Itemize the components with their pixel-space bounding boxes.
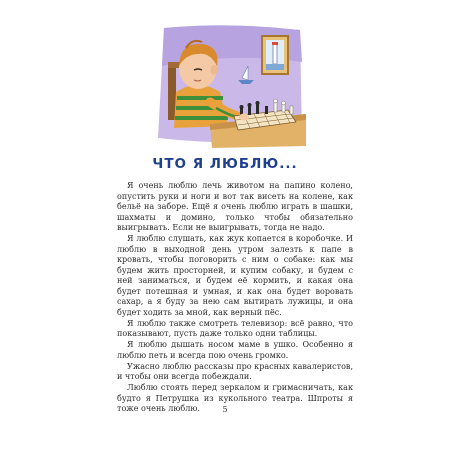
paragraph: Я очень люблю лечь животом на папино колено, опустить руки и ноги и вот так висеть на колене, как бельё на заборе. Ещё я очень люблю играть в шашки, шахматы и домино, только чтобы обязательно выигрывать. Если не выигрывать, тогда не надо.: [117, 181, 353, 232]
paragraph: Я люблю слушать, как жук копается в коробочке. И люблю в выходной день утром залезть к папе в кровать, чтобы поговорить с ним о собаке: как мы будем жить просторней, и купим собаку, и будем с ней заниматься, и будем её кормить, и какая она будет потешная и умная, и как она будет воровать сахар, а я буду за нею сам вытирать лужицы, и она будет ходить за мной, как верный пёс.: [117, 234, 353, 317]
paragraph: Люблю стоять перед зеркалом и гримасничать, как будто я Петрушка из кукольного театра. Шпроты я тоже очень люблю.: [117, 383, 353, 413]
paragraph: Я люблю дышать носом маме в ушко. Особенно я люблю петь и всегда пою очень громко.: [117, 340, 353, 360]
chapter-body: [117, 181, 353, 415]
boy-playing-chess-illustration: [150, 22, 308, 150]
chapter-title: ЧТО Я ЛЮБЛЮ...: [152, 156, 298, 172]
paragraph: Ужасно люблю рассказы про красных кавалеристов, и чтобы они всегда побеждали.: [117, 361, 353, 381]
page-number: 5: [222, 405, 228, 414]
paragraph: Я люблю также смотреть телевизор: всё равно, что показывают, пусть даже только одни таблицы.: [117, 318, 353, 338]
